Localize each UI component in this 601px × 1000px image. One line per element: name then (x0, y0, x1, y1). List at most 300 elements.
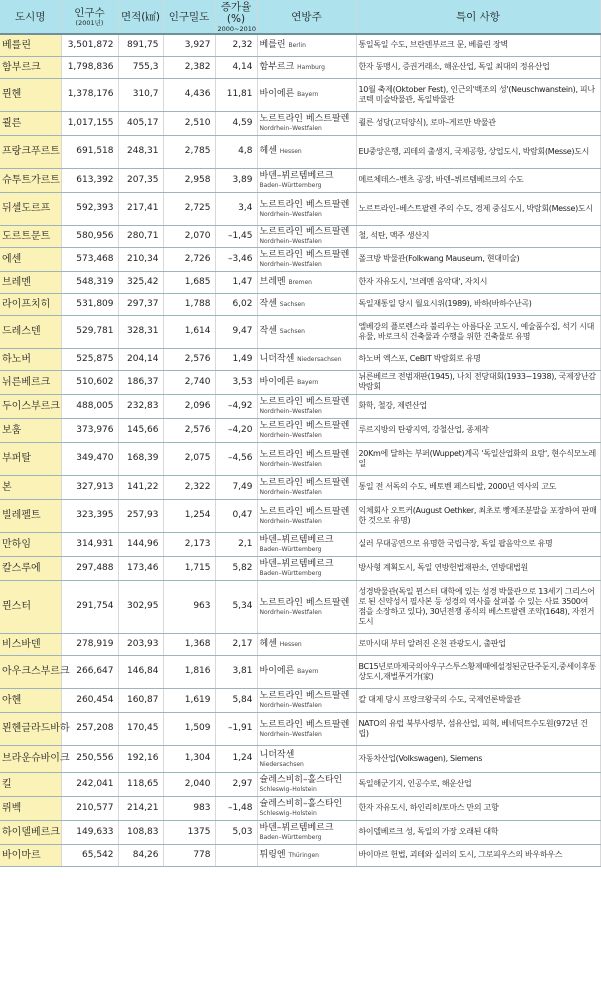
city-name-cell: 라이프치히 (0, 293, 61, 315)
area-cell: 328,31 (118, 315, 163, 348)
city-name-cell: 하이델베르크 (0, 820, 61, 844)
city-name-cell: 보훔 (0, 418, 61, 442)
population-cell: 149,633 (61, 820, 118, 844)
density-cell: 2,096 (163, 394, 215, 418)
area-cell: 186,37 (118, 370, 163, 394)
change-cell: 2,1 (215, 532, 257, 556)
table-row (0, 192, 600, 225)
population-cell: 349,470 (61, 442, 118, 475)
notes-cell: 실러 무대공연으로 유명한 국립극장, 독일 팝음악으로 유명 (356, 532, 600, 556)
city-name-cell: 브레멘 (0, 271, 61, 293)
area-cell: 210,34 (118, 247, 163, 271)
notes-cell: 뉘른베르크 전범재판(1945), 나치 전당대회(1933~1938), 국제장난감박람회 (356, 370, 600, 394)
state-latin-name: Nordrhein–Westfalen (259, 460, 322, 468)
state-cell (257, 712, 356, 745)
state-cell (257, 348, 356, 370)
state-cell (257, 820, 356, 844)
city-name-cell: 하노버 (0, 348, 61, 370)
population-cell: 266,647 (61, 655, 118, 688)
state-name: 함부르크 (259, 61, 295, 72)
state-name: 헤센 (259, 146, 277, 156)
area-cell: 192,16 (118, 745, 163, 772)
population-cell: 573,468 (61, 247, 118, 271)
change-cell: 2,32 (215, 34, 257, 56)
change-cell: 5,03 (215, 820, 257, 844)
table-row (0, 844, 600, 866)
state-name: 노르트라인 베스트팔렌 (259, 250, 350, 260)
density-cell: 778 (163, 844, 215, 866)
table-row (0, 745, 600, 772)
notes-cell: 하노버 엑스포, CeBIT 박람회로 유명 (356, 348, 600, 370)
area-cell: 891,75 (118, 34, 163, 56)
state-latin-name: Nordrhein–Westfalen (259, 238, 322, 245)
state-cell (257, 293, 356, 315)
notes-cell: 독일재통일 당시 월요시위(1989), 바하(바하수난곡) (356, 293, 600, 315)
state-latin-name: Nordrhein–Westfalen (259, 432, 322, 439)
city-name-cell: 두이스부르크 (0, 394, 61, 418)
notes-cell: 쾰른 성당(고딕양식), 로마–게르만 박물관 (356, 111, 600, 135)
city-name-cell: 베를린 (0, 34, 61, 56)
change-cell: 5,82 (215, 556, 257, 580)
state-latin-name: Niedersachsen (259, 760, 304, 768)
state-name: 노르트라인 베스트팔렌 (259, 227, 350, 237)
state-latin-name: Nordrhein–Westfalen (259, 608, 322, 616)
city-name-cell: 뒤셀도르프 (0, 192, 61, 225)
density-cell: 4,436 (163, 78, 215, 111)
density-cell: 3,927 (163, 34, 215, 56)
state-name: 슐레스비히–홀스타인 (259, 799, 343, 809)
notes-cell: 칼 대제 당시 프랑크왕국의 수도, 국제언론박물관 (356, 688, 600, 712)
notes-cell: 한자 동맹시, 증권거래소, 해운산업, 독일 최대의 정유산업 (356, 56, 600, 78)
state-cell (257, 796, 356, 820)
notes-cell: 하이델베르크 성, 독일의 가장 오래된 대학 (356, 820, 600, 844)
state-cell (257, 247, 356, 271)
table-row (0, 394, 600, 418)
state-latin-name: Baden–Württemberg (259, 834, 322, 841)
table-row (0, 418, 600, 442)
change-cell: 1,47 (215, 271, 257, 293)
population-cell: 291,754 (61, 580, 118, 633)
city-name-cell: 만하임 (0, 532, 61, 556)
notes-cell: 철, 석탄, 맥주 생산지 (356, 225, 600, 247)
population-cell: 297,488 (61, 556, 118, 580)
city-name-cell: 비스바덴 (0, 633, 61, 655)
change-cell: –3,46 (215, 247, 257, 271)
area-cell: 203,93 (118, 633, 163, 655)
area-cell: 310,7 (118, 78, 163, 111)
table-row (0, 655, 600, 688)
table-row (0, 225, 600, 247)
state-cell (257, 78, 356, 111)
density-cell: 2,173 (163, 532, 215, 556)
notes-cell: 독일해군기지, 인공수로, 해운산업 (356, 772, 600, 796)
notes-cell: 익체회사 오트커(August Oethker, 최초로 빵제조분말을 포장하여 판매한 것으로 유명) (356, 499, 600, 532)
state-name: 노르트라인 베스트팔렌 (259, 691, 350, 701)
state-name: 바덴–뷔르템베르크 (259, 535, 334, 545)
state-cell (257, 111, 356, 135)
table-row (0, 475, 600, 499)
table-row (0, 56, 600, 78)
city-name-cell: 뮌스터 (0, 580, 61, 633)
population-cell: 323,395 (61, 499, 118, 532)
population-cell: 592,393 (61, 192, 118, 225)
city-name-cell: 도르트문트 (0, 225, 61, 247)
state-cell (257, 745, 356, 772)
change-cell: 3,81 (215, 655, 257, 688)
notes-cell: 한자 자유도시, 하인리히/토마스 만의 고향 (356, 796, 600, 820)
state-latin-name: Nordrhein–Westfalen (259, 730, 322, 738)
state-latin-name: Sachsen (279, 328, 305, 335)
table-row (0, 688, 600, 712)
state-name: 노르트라인 베스트팔렌 (259, 199, 350, 210)
area-cell: 248,31 (118, 135, 163, 168)
state-name: 노르트라인 베스트팔렌 (259, 421, 350, 431)
notes-cell: NATO의 유럽 북부사령부, 섬유산업, 피혁, 베네딕트수도원(972년 건립) (356, 712, 600, 745)
area-cell: 173,46 (118, 556, 163, 580)
density-cell: 2,576 (163, 348, 215, 370)
area-cell: 146,84 (118, 655, 163, 688)
state-name: 니더작센 (259, 353, 295, 364)
change-cell: 2,97 (215, 772, 257, 796)
state-name: 튀링엔 (259, 849, 286, 860)
change-cell: –1,48 (215, 796, 257, 820)
notes-cell: 방사형 계획도시, 독일 연방헌법재판소, 연방대법원 (356, 556, 600, 580)
population-cell: 525,875 (61, 348, 118, 370)
table-row (0, 499, 600, 532)
table-row (0, 168, 600, 192)
change-cell (215, 844, 257, 866)
change-cell: 3,4 (215, 192, 257, 225)
state-name: 작센 (259, 326, 277, 336)
density-cell: 2,740 (163, 370, 215, 394)
density-cell: 1,368 (163, 633, 215, 655)
city-name-cell: 묀헨글라드바하 (0, 712, 61, 745)
area-cell: 302,95 (118, 580, 163, 633)
state-latin-name: Berlin (288, 41, 306, 49)
state-name: 노르트라인 베스트팔렌 (259, 597, 350, 608)
notes-cell: 한자 자유도시, '브레멘 음악대', 자치시 (356, 271, 600, 293)
city-name-cell: 아헨 (0, 688, 61, 712)
population-cell: 242,041 (61, 772, 118, 796)
state-name: 베를린 (259, 39, 286, 50)
change-cell: 5,84 (215, 688, 257, 712)
density-cell: 963 (163, 580, 215, 633)
state-cell (257, 315, 356, 348)
state-name: 바덴–뷔르템베르크 (259, 171, 334, 181)
notes-cell: 자동차산업(Volkswagen), Siemens (356, 745, 600, 772)
city-name-cell: 뮌헨 (0, 78, 61, 111)
state-latin-name: Schleswig–Holstein (259, 810, 317, 817)
change-cell: 5,34 (215, 580, 257, 633)
state-name: 헤센 (259, 638, 277, 649)
state-name: 바이에른 (259, 666, 295, 676)
area-cell: 257,93 (118, 499, 163, 532)
population-cell: 1,798,836 (61, 56, 118, 78)
state-latin-name: Nordrhein–Westfalen (259, 408, 322, 415)
table-row (0, 633, 600, 655)
state-name: 노르트라인 베스트팔렌 (259, 449, 350, 460)
table-row (0, 34, 600, 56)
population-cell: 327,913 (61, 475, 118, 499)
city-name-cell: 바이마르 (0, 844, 61, 866)
header-city: 도시명 (0, 0, 61, 34)
table-row (0, 796, 600, 820)
population-cell: 65,542 (61, 844, 118, 866)
state-cell (257, 772, 356, 796)
state-latin-name: Nordrhein–Westfalen (259, 210, 322, 218)
population-cell: 1,378,176 (61, 78, 118, 111)
state-name: 바이에른 (259, 89, 295, 99)
density-cell: 2,576 (163, 418, 215, 442)
state-name: 바덴–뷔르템베르크 (259, 559, 334, 569)
state-latin-name: Baden–Württemberg (259, 570, 322, 577)
state-cell (257, 225, 356, 247)
population-cell: 260,454 (61, 688, 118, 712)
population-cell: 529,781 (61, 315, 118, 348)
area-cell: 118,65 (118, 772, 163, 796)
notes-cell: 엘베강의 플로렌스라 불리우는 아름다운 고도시, 예술품수집, 석기 시대 유물, 바로크식 건축물과 수행을 위한 건축물로 유명 (356, 315, 600, 348)
notes-cell: 폴크방 박물관(Folkwang Mauseum, 현대미술) (356, 247, 600, 271)
density-cell: 1375 (163, 820, 215, 844)
table-row (0, 293, 600, 315)
state-cell (257, 135, 356, 168)
header-population: 인구수 (2001년) (61, 0, 118, 34)
state-name: 노르트라인 베스트팔렌 (259, 397, 350, 407)
table-row (0, 820, 600, 844)
header-row (0, 0, 600, 34)
header-change: 증가율(%) 2000~2010 (215, 0, 257, 34)
state-latin-name: Nordrhein–Westfalen (259, 517, 322, 525)
state-cell (257, 56, 356, 78)
population-cell: 373,976 (61, 418, 118, 442)
notes-cell: 화학, 철강, 제련산업 (356, 394, 600, 418)
state-latin-name: Nordrhein–Westfalen (259, 702, 322, 709)
table-row (0, 271, 600, 293)
density-cell: 2,075 (163, 442, 215, 475)
state-latin-name: Nordrhein–Westfalen (259, 125, 322, 132)
city-name-cell: 브라운슈바이크 (0, 745, 61, 772)
notes-cell: 성경박물관(독일 뮌스터 대학에 있는 성경 박물관으로 13세기 그리스어로 된 신약성서 필사본 등 성경의 역사를 살펴볼 수 있는 사료 3500여 점을 소장하고 있다), 30년전쟁 종식의 베스트팔렌 조약(1648), 자전거도시 (356, 580, 600, 633)
state-latin-name: Bayern (297, 668, 319, 675)
table-row (0, 315, 600, 348)
state-name: 작센 (259, 298, 277, 309)
city-name-cell: 아우크스부르크 (0, 655, 61, 688)
population-cell: 210,577 (61, 796, 118, 820)
density-cell: 1,614 (163, 315, 215, 348)
city-name-cell: 본 (0, 475, 61, 499)
change-cell: 11,81 (215, 78, 257, 111)
population-cell: 613,392 (61, 168, 118, 192)
city-name-cell: 부퍼탈 (0, 442, 61, 475)
change-cell: 4,14 (215, 56, 257, 78)
state-cell (257, 394, 356, 418)
density-cell: 1,509 (163, 712, 215, 745)
population-cell: 1,017,155 (61, 111, 118, 135)
area-cell: 144,96 (118, 532, 163, 556)
state-cell (257, 370, 356, 394)
population-cell: 278,919 (61, 633, 118, 655)
change-cell: 7,49 (215, 475, 257, 499)
notes-cell: EU중앙은행, 괴테의 출생지, 국제공항, 상업도시, 박람회(Messe)도시 (356, 135, 600, 168)
table-row (0, 442, 600, 475)
city-name-cell: 킬 (0, 772, 61, 796)
state-cell (257, 168, 356, 192)
population-cell: 488,005 (61, 394, 118, 418)
city-name-cell: 쾰른 (0, 111, 61, 135)
state-latin-name: Bayern (297, 378, 319, 386)
notes-cell: 바이마르 헌법, 괴테와 실러의 도시, 그로피우스의 바우하우스 (356, 844, 600, 866)
density-cell: 2,785 (163, 135, 215, 168)
state-name: 바이에른 (259, 376, 295, 387)
notes-cell: 통일 전 서독의 수도, 베토벤 페스티발, 2000년 역사의 고도 (356, 475, 600, 499)
notes-cell: 통일독일 수도, 브란덴부르크 문, 베를린 장벽 (356, 34, 600, 56)
area-cell: 141,22 (118, 475, 163, 499)
header-density: 인구밀도 (163, 0, 215, 34)
area-cell: 214,21 (118, 796, 163, 820)
change-cell: –4,92 (215, 394, 257, 418)
table-row (0, 556, 600, 580)
density-cell: 2,725 (163, 192, 215, 225)
change-cell: 9,47 (215, 315, 257, 348)
notes-cell: 로마시대 부터 알려진 온천 관광도시, 출판업 (356, 633, 600, 655)
state-name: 노르트라인 베스트팔렌 (259, 478, 350, 488)
area-cell: 755,3 (118, 56, 163, 78)
state-name: 노르트라인 베스트팔렌 (259, 114, 350, 124)
city-name-cell: 드레스덴 (0, 315, 61, 348)
notes-cell: 10월 축제(Oktober Fest), 인근의'백조의 성'(Neuschwanstein), 피나코텍 미술박물관, 독일박물관 (356, 78, 600, 111)
population-cell: 314,931 (61, 532, 118, 556)
density-cell: 983 (163, 796, 215, 820)
state-cell (257, 633, 356, 655)
table-row (0, 580, 600, 633)
notes-cell: 노르트라인–베스트팔렌 주의 수도, 경제 중심도시, 박람회(Messe)도시 (356, 192, 600, 225)
density-cell: 1,619 (163, 688, 215, 712)
change-cell: 4,59 (215, 111, 257, 135)
population-cell: 250,556 (61, 745, 118, 772)
state-cell (257, 475, 356, 499)
notes-cell: 메르체데스–벤츠 공장, 바덴–뷔르템베르크의 수도 (356, 168, 600, 192)
table-row (0, 78, 600, 111)
city-name-cell: 에센 (0, 247, 61, 271)
state-cell (257, 271, 356, 293)
state-cell (257, 34, 356, 56)
state-cell (257, 655, 356, 688)
density-cell: 2,510 (163, 111, 215, 135)
density-cell: 1,715 (163, 556, 215, 580)
state-latin-name: Hessen (279, 640, 302, 648)
state-latin-name: Sachsen (279, 300, 305, 308)
city-name-cell: 칼스루에 (0, 556, 61, 580)
change-cell: –1,91 (215, 712, 257, 745)
state-cell (257, 556, 356, 580)
density-cell: 1,816 (163, 655, 215, 688)
state-latin-name: Thüringen (288, 851, 319, 859)
state-latin-name: Schleswig–Holstein (259, 786, 317, 793)
state-latin-name: Nordrhein–Westfalen (259, 261, 322, 268)
change-cell: 1,24 (215, 745, 257, 772)
density-cell: 2,070 (163, 225, 215, 247)
change-cell: –4,20 (215, 418, 257, 442)
area-cell: 297,37 (118, 293, 163, 315)
state-name: 슐레스비히–홀스타인 (259, 775, 343, 785)
population-cell: 3,501,872 (61, 34, 118, 56)
header-area: 면적(㎢) (118, 0, 163, 34)
state-cell (257, 418, 356, 442)
change-cell: –4,56 (215, 442, 257, 475)
state-latin-name: Bremen (288, 278, 312, 286)
change-cell: 6,02 (215, 293, 257, 315)
change-cell: 0,47 (215, 499, 257, 532)
state-name: 니더작센 (259, 749, 295, 760)
table-row (0, 712, 600, 745)
state-latin-name: Hessen (279, 148, 302, 155)
population-cell: 510,602 (61, 370, 118, 394)
density-cell: 1,304 (163, 745, 215, 772)
change-cell: 3,53 (215, 370, 257, 394)
state-latin-name: Hamburg (297, 63, 325, 71)
area-cell: 145,66 (118, 418, 163, 442)
density-cell: 1,254 (163, 499, 215, 532)
population-cell: 531,809 (61, 293, 118, 315)
state-cell (257, 844, 356, 866)
table-row (0, 135, 600, 168)
density-cell: 2,726 (163, 247, 215, 271)
change-cell: 2,17 (215, 633, 257, 655)
area-cell: 160,87 (118, 688, 163, 712)
area-cell: 217,41 (118, 192, 163, 225)
population-cell: 691,518 (61, 135, 118, 168)
density-cell: 2,322 (163, 475, 215, 499)
header-state: 연방주 (257, 0, 356, 34)
area-cell: 207,35 (118, 168, 163, 192)
state-cell (257, 499, 356, 532)
city-name-cell: 슈투트가르트 (0, 168, 61, 192)
notes-cell: BC15년로마제국의아우구스투스황제때에설정된군단주둔지,중세이후통상도시,재벌푸거가(家) (356, 655, 600, 688)
area-cell: 84,26 (118, 844, 163, 866)
state-name: 노르트라인 베스트팔렌 (259, 506, 350, 517)
state-cell (257, 192, 356, 225)
change-cell: 3,89 (215, 168, 257, 192)
area-cell: 204,14 (118, 348, 163, 370)
area-cell: 170,45 (118, 712, 163, 745)
state-cell (257, 688, 356, 712)
state-name: 브레멘 (259, 276, 286, 287)
state-latin-name: Baden–Württemberg (259, 546, 322, 553)
city-name-cell: 프랑크푸르트 (0, 135, 61, 168)
change-cell: 4,8 (215, 135, 257, 168)
state-cell (257, 442, 356, 475)
change-cell: –1,45 (215, 225, 257, 247)
area-cell: 405,17 (118, 111, 163, 135)
table-row (0, 370, 600, 394)
table-row (0, 348, 600, 370)
state-name: 바덴–뷔르템베르크 (259, 823, 334, 833)
population-cell: 580,956 (61, 225, 118, 247)
state-latin-name: Niedersachsen (297, 355, 342, 363)
state-cell (257, 532, 356, 556)
state-latin-name: Baden–Württemberg (259, 182, 322, 189)
table-row (0, 532, 600, 556)
city-name-cell: 빌레펠트 (0, 499, 61, 532)
notes-cell: 루르지방의 탄광지역, 강철산업, 종제작 (356, 418, 600, 442)
density-cell: 2,040 (163, 772, 215, 796)
density-cell: 2,382 (163, 56, 215, 78)
header-notes: 특이 사항 (356, 0, 600, 34)
table-row (0, 772, 600, 796)
state-cell (257, 580, 356, 633)
population-cell: 257,208 (61, 712, 118, 745)
notes-cell: 20Km에 달하는 부퍼(Wuppet)계곡 '독일산업화의 요람', 현수식모노레일 (356, 442, 600, 475)
